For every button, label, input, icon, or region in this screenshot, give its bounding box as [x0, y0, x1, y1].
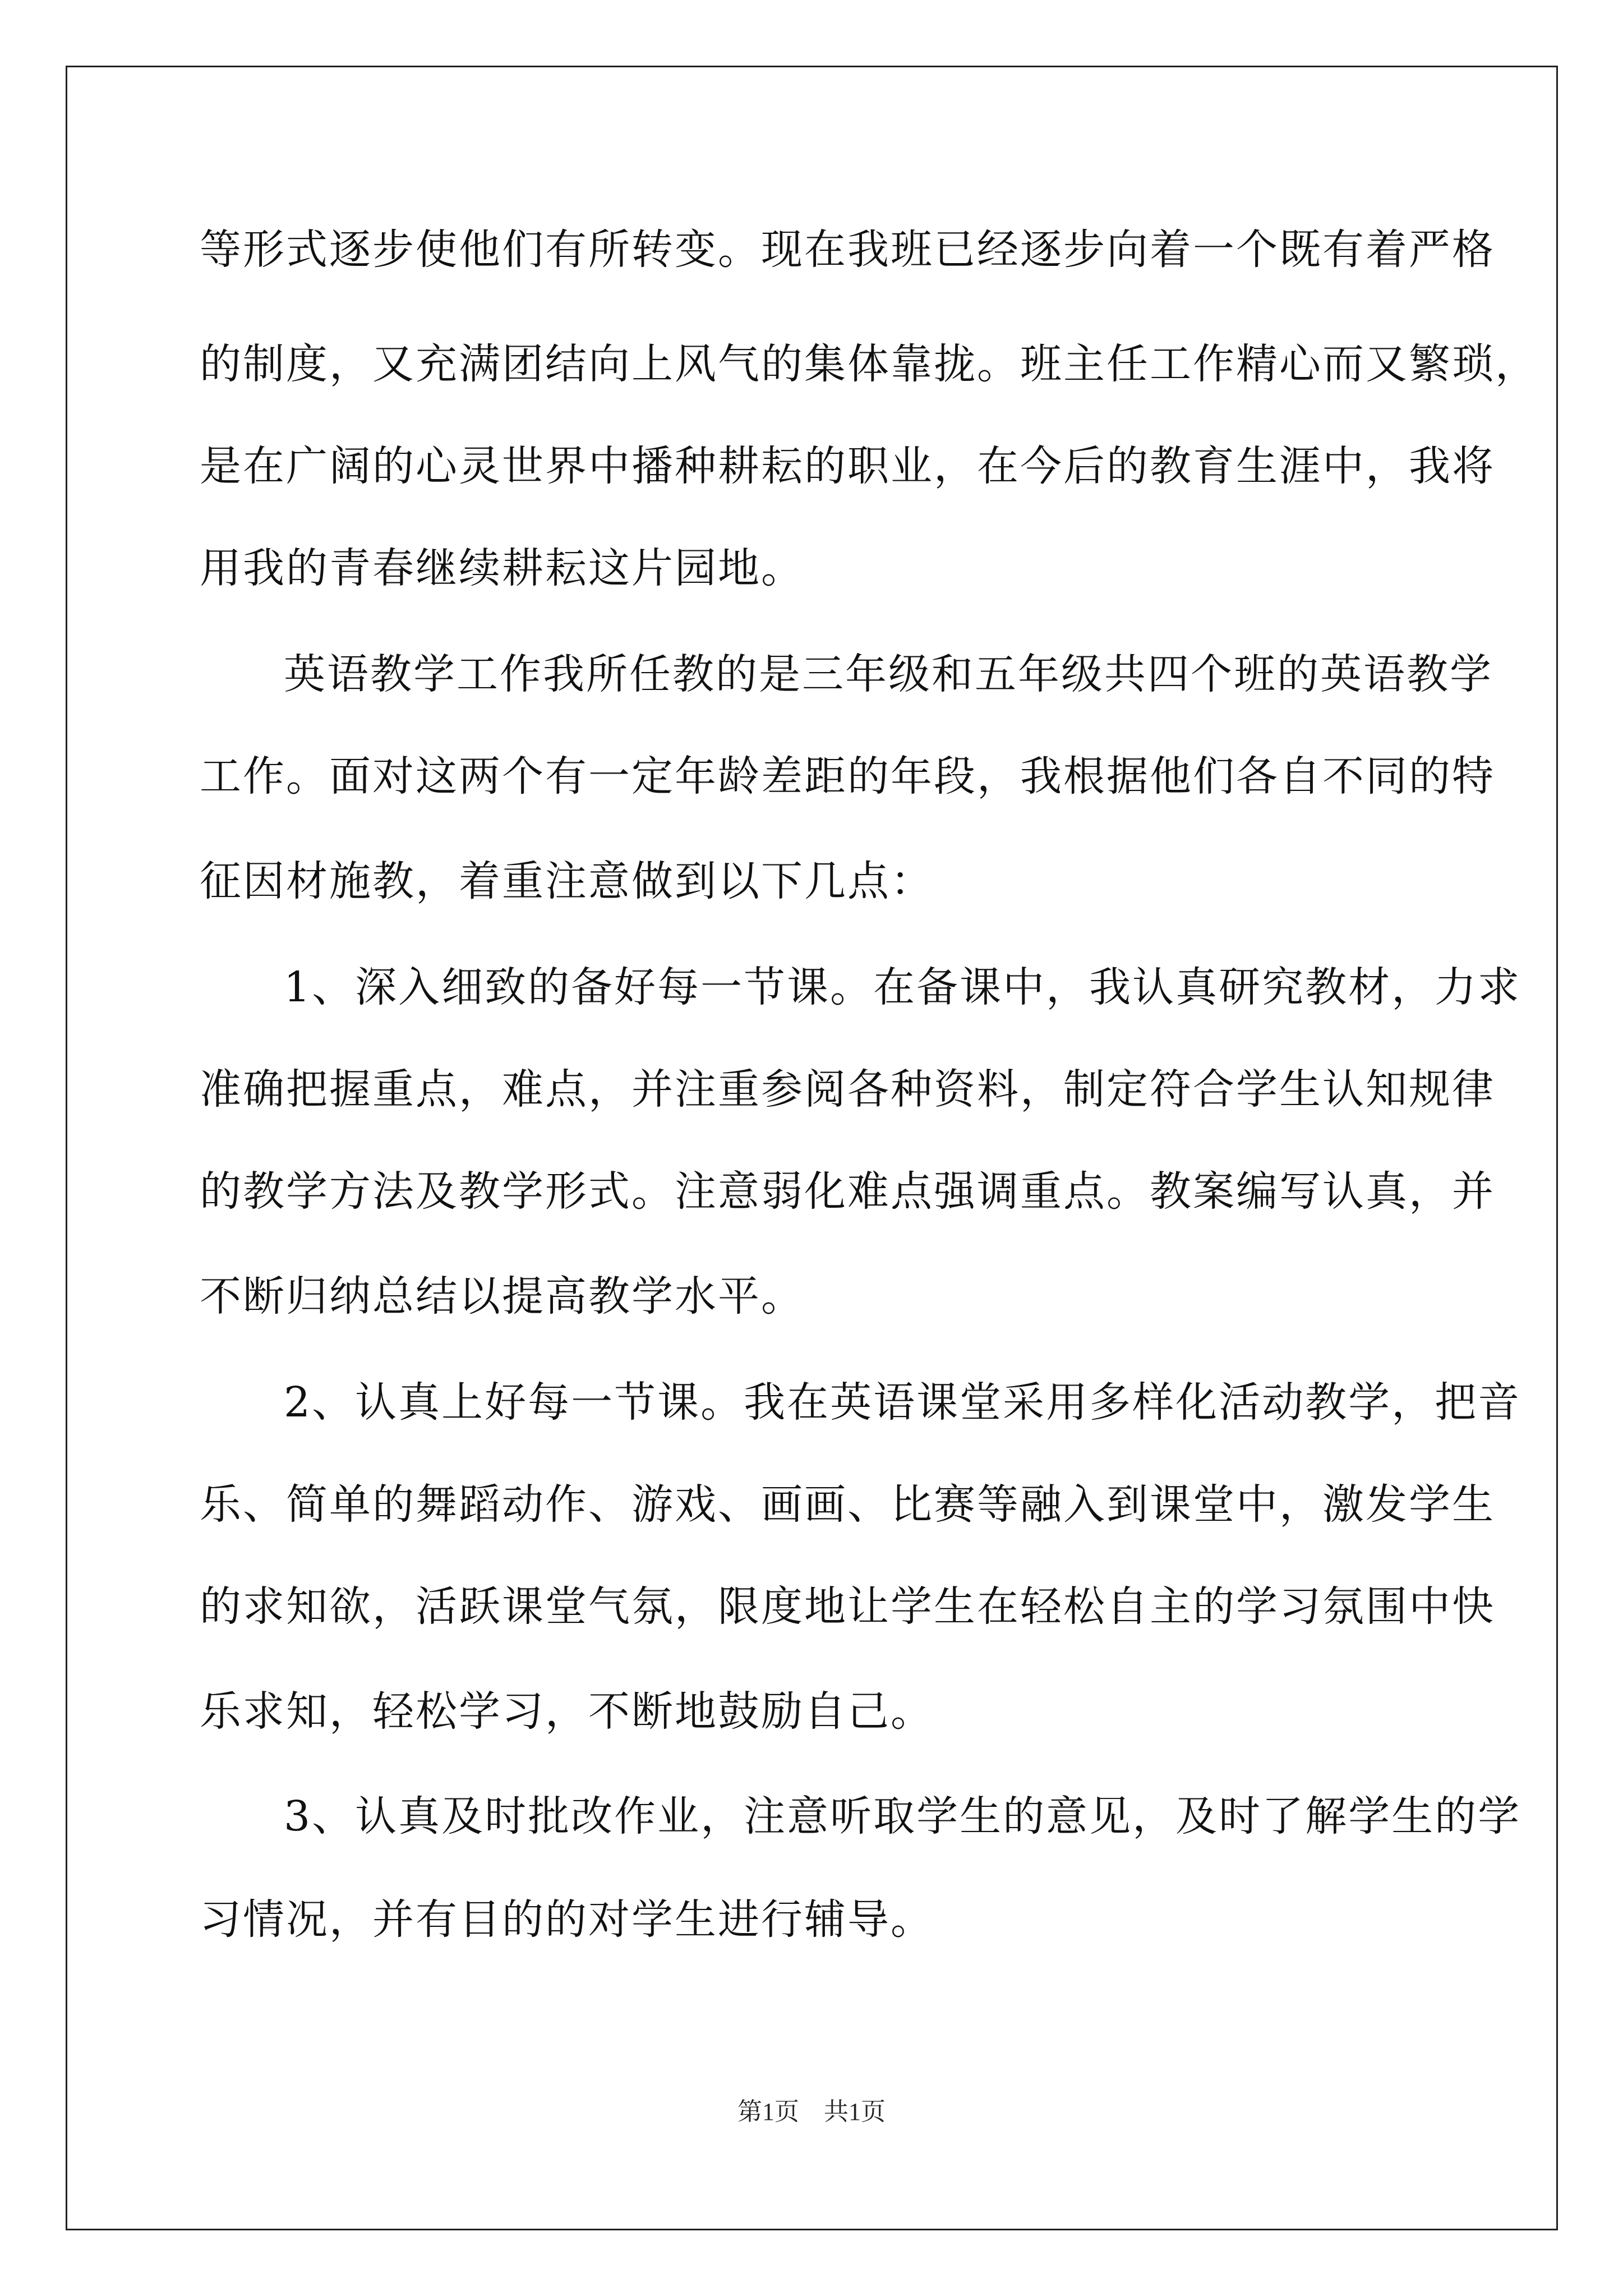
- paragraph-first-line: 3、认真及时批改作业，注意听取学生的意见，及时了解学生的学: [284, 1792, 1521, 1841]
- text-line: 的制度，又充满团结向上风气的集体靠拢。班主任工作精心而又繁琐，: [200, 340, 1538, 388]
- paragraph-first-line: 英语教学工作我所任教的是三年级和五年级共四个班的英语教学: [284, 650, 1493, 698]
- paragraph-first-line: 2、认真上好每一节课。我在英语课堂采用多样化活动教学，把音: [284, 1378, 1521, 1427]
- text-line: 是在广阔的心灵世界中播种耕耘的职业，在今后的教育生涯中，我将: [200, 442, 1495, 490]
- text-line: 习情况，并有目的的对学生进行辅导。: [200, 1895, 934, 1944]
- page-footer: 第1页 共1页: [737, 2098, 886, 2125]
- text-line: 等形式逐步使他们有所转变。现在我班已经逐步向着一个既有着严格: [200, 226, 1495, 274]
- text-line: 不断归纳总结以提高教学水平。: [200, 1272, 804, 1320]
- text-line: 的求知欲，活跃课堂气氛，限度地让学生在轻松自主的学习氛围中快: [200, 1582, 1495, 1631]
- text-line: 乐求知，轻松学习，不断地鼓励自己。: [200, 1687, 934, 1736]
- paragraph-first-line: 1、深入细致的备好每一节课。在备课中，我认真研究教材，力求: [284, 963, 1521, 1011]
- text-line: 工作。面对这两个有一定年龄差距的年段，我根据他们各自不同的特: [200, 752, 1495, 800]
- text-line: 用我的青春继续耕耘这片园地。: [200, 544, 804, 592]
- text-line: 的教学方法及教学形式。注意弱化难点强调重点。教案编写认真，并: [200, 1167, 1495, 1216]
- text-line: 征因材施教，着重注意做到以下几点：: [200, 857, 934, 905]
- text-line: 乐、简单的舞蹈动作、游戏、画画、比赛等融入到课堂中，激发学生: [200, 1480, 1495, 1529]
- text-line: 准确把握重点，难点，并注重参阅各种资料，制定符合学生认知规律: [200, 1065, 1495, 1114]
